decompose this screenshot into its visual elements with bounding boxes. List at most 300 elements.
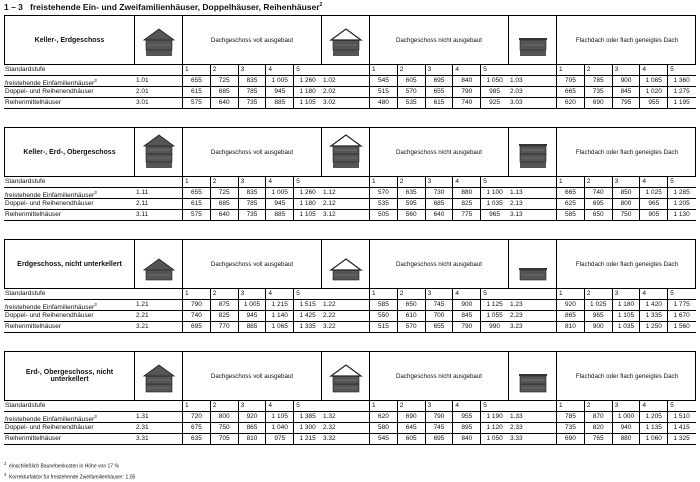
cost-value: 1 050 bbox=[480, 76, 508, 86]
cost-value: 570 bbox=[369, 188, 397, 198]
cost-value: 575 bbox=[182, 98, 210, 108]
standardstufe-number: 3 bbox=[238, 289, 266, 299]
cost-value: 825 bbox=[452, 199, 480, 209]
cost-value: 790 bbox=[425, 412, 453, 422]
cost-value: 1 105 bbox=[293, 210, 321, 220]
pitched-roof-full-icon bbox=[135, 240, 183, 288]
cost-value: 740 bbox=[584, 188, 612, 198]
cost-value: 515 bbox=[369, 322, 397, 332]
standardstufe-number: 5 bbox=[293, 65, 321, 75]
cost-value: 655 bbox=[182, 188, 210, 198]
cost-value: 1 560 bbox=[667, 322, 695, 332]
cost-value: 1 215 bbox=[293, 434, 321, 444]
section-1 bbox=[4, 15, 696, 110]
cost-value: 610 bbox=[397, 311, 425, 321]
cost-value: 945 bbox=[265, 199, 293, 209]
cost-value: 640 bbox=[425, 210, 453, 220]
cost-value: 635 bbox=[182, 434, 210, 444]
standardstufe-label: Standardstufe bbox=[5, 178, 46, 185]
standardstufe-number: 4 bbox=[452, 289, 480, 299]
cost-value: 800 bbox=[612, 199, 640, 209]
pitched-roof-full-icon bbox=[135, 16, 183, 64]
cost-value: 1 205 bbox=[667, 199, 695, 209]
pitched-roof-full-icon bbox=[135, 352, 183, 400]
pitched-roof-empty-icon bbox=[322, 16, 370, 64]
row-code: 2.02 bbox=[323, 88, 336, 95]
cost-value: 865 bbox=[556, 311, 584, 321]
row-code: 3.33 bbox=[510, 435, 523, 442]
standardstufe-number: 3 bbox=[425, 401, 453, 411]
standardstufe-number: 1 bbox=[556, 177, 584, 187]
standardstufe-number: 4 bbox=[452, 401, 480, 411]
cost-value: 850 bbox=[612, 188, 640, 198]
cost-value: 875 bbox=[210, 300, 238, 310]
cost-value: 655 bbox=[182, 76, 210, 86]
standardstufe-row bbox=[4, 289, 696, 300]
house-type-label: freistehende Einfamilienhäuser$^3$ bbox=[5, 78, 97, 88]
cost-value: 1 105 bbox=[265, 412, 293, 422]
cost-value: 840 bbox=[452, 434, 480, 444]
standardstufe-number: 4 bbox=[265, 177, 293, 187]
cost-value: 1 205 bbox=[639, 412, 667, 422]
standardstufe-number: 5 bbox=[293, 177, 321, 187]
cost-value: 765 bbox=[584, 434, 612, 444]
table-row bbox=[4, 210, 696, 221]
cost-value: 585 bbox=[556, 210, 584, 220]
cost-value: 645 bbox=[397, 423, 425, 433]
cost-value: 570 bbox=[397, 322, 425, 332]
section-3 bbox=[4, 239, 696, 334]
row-code: 1.03 bbox=[510, 77, 523, 84]
cost-value: 1 180 bbox=[293, 199, 321, 209]
cost-value: 570 bbox=[397, 87, 425, 97]
standardstufe-label: Standardstufe bbox=[5, 66, 46, 73]
cost-value: 885 bbox=[238, 322, 266, 332]
flat-roof-icon bbox=[509, 352, 557, 400]
standardstufe-number: 3 bbox=[425, 177, 453, 187]
standardstufe-number: 2 bbox=[584, 65, 612, 75]
house-type-label: Reihenmittelhäuser bbox=[5, 323, 62, 330]
cost-value: 690 bbox=[584, 98, 612, 108]
footnote-2: $^2$ einschließlich Baunebenkosten in Höhe von 17 % bbox=[4, 461, 119, 470]
cost-value: 720 bbox=[182, 412, 210, 422]
roof-type-label: Flachdach oder flach geneigtes Dach bbox=[575, 148, 679, 156]
cost-value: 1 775 bbox=[667, 300, 695, 310]
cost-value: 615 bbox=[182, 87, 210, 97]
cost-value: 1 215 bbox=[265, 300, 293, 310]
cost-value: 905 bbox=[639, 210, 667, 220]
cost-value: 885 bbox=[265, 98, 293, 108]
cost-value: 585 bbox=[369, 300, 397, 310]
row-code: 2.22 bbox=[323, 312, 336, 319]
cost-value: 560 bbox=[397, 210, 425, 220]
cost-value: 545 bbox=[369, 76, 397, 86]
roof-type-label: Dachgeschoss nicht ausgebaut bbox=[370, 240, 509, 288]
row-code: 2.21 bbox=[136, 312, 149, 319]
row-code: 1.21 bbox=[136, 301, 149, 308]
cost-value: 1 180 bbox=[293, 87, 321, 97]
row-code: 2.31 bbox=[136, 424, 149, 431]
table-row bbox=[4, 322, 696, 333]
row-code: 2.01 bbox=[136, 88, 149, 95]
table-row bbox=[4, 311, 696, 322]
roof-type-label: Dachgeschoss nicht ausgebaut bbox=[370, 16, 509, 64]
cost-value: 1 335 bbox=[293, 322, 321, 332]
section-name: Keller-, Erdgeschoss bbox=[5, 16, 135, 64]
footnote-mark: 3 bbox=[94, 190, 97, 195]
row-code: 3.23 bbox=[510, 323, 523, 330]
cost-value: 1 360 bbox=[667, 76, 695, 86]
cost-value: 545 bbox=[369, 434, 397, 444]
cost-value: 775 bbox=[452, 210, 480, 220]
table-row bbox=[4, 412, 696, 423]
standardstufe-number: 2 bbox=[397, 289, 425, 299]
cost-value: 880 bbox=[612, 434, 640, 444]
row-code: 3.03 bbox=[510, 99, 523, 106]
cost-value: 800 bbox=[210, 412, 238, 422]
cost-value: 965 bbox=[584, 311, 612, 321]
cost-value: 735 bbox=[584, 87, 612, 97]
cost-value: 580 bbox=[369, 423, 397, 433]
standardstufe-number: 3 bbox=[612, 65, 640, 75]
cost-value: 650 bbox=[397, 300, 425, 310]
title-footnote-mark: 2 bbox=[319, 2, 323, 9]
cost-value: 790 bbox=[452, 87, 480, 97]
table-row bbox=[4, 300, 696, 311]
cost-value: 785 bbox=[238, 199, 266, 209]
standardstufe-number: 5 bbox=[480, 289, 508, 299]
cost-value: 955 bbox=[639, 98, 667, 108]
table-row bbox=[4, 98, 696, 109]
cost-value: 1 130 bbox=[667, 210, 695, 220]
roof-type-label: Dachgeschoss nicht ausgebaut bbox=[370, 352, 509, 400]
cost-value: 900 bbox=[612, 76, 640, 86]
standardstufe-number: 4 bbox=[639, 65, 667, 75]
cost-value: 945 bbox=[265, 87, 293, 97]
cost-value: 1 135 bbox=[639, 423, 667, 433]
row-code: 2.12 bbox=[323, 200, 336, 207]
roof-type-label: Dachgeschoss voll ausgebaut bbox=[183, 240, 322, 288]
cost-value: 920 bbox=[556, 300, 584, 310]
standardstufe-number: 5 bbox=[480, 65, 508, 75]
roof-type-label: Dachgeschoss voll ausgebaut bbox=[183, 16, 322, 64]
pitched-roof-full-icon bbox=[135, 128, 183, 176]
house-type-label: Doppel- und Reihenendhäuser bbox=[5, 200, 94, 207]
row-code: 1.31 bbox=[136, 413, 149, 420]
standardstufe-number: 3 bbox=[425, 65, 453, 75]
standardstufe-number: 4 bbox=[265, 401, 293, 411]
cost-value: 480 bbox=[369, 98, 397, 108]
cost-value: 685 bbox=[425, 199, 453, 209]
cost-value: 945 bbox=[238, 311, 266, 321]
row-code: 3.11 bbox=[136, 211, 149, 218]
cost-value: 790 bbox=[452, 322, 480, 332]
standardstufe-number: 1 bbox=[556, 289, 584, 299]
footnote-3: $^3$ Korrekturfaktor für freistehende Zweifamilienhäuser: 1,05 bbox=[4, 471, 136, 481]
table-row bbox=[4, 434, 696, 445]
cost-value: 705 bbox=[556, 76, 584, 86]
cost-value: 535 bbox=[397, 98, 425, 108]
pitched-roof-empty-icon bbox=[322, 128, 370, 176]
cost-value: 620 bbox=[369, 412, 397, 422]
standardstufe-number: 2 bbox=[584, 289, 612, 299]
standardstufe-number: 4 bbox=[639, 177, 667, 187]
section-header bbox=[4, 15, 696, 65]
cost-value: 785 bbox=[556, 412, 584, 422]
section-4 bbox=[4, 351, 696, 446]
cost-value: 615 bbox=[182, 199, 210, 209]
standardstufe-row bbox=[4, 65, 696, 76]
standardstufe-label: Standardstufe bbox=[5, 290, 46, 297]
row-code: 3.22 bbox=[323, 323, 336, 330]
standardstufe-number: 2 bbox=[584, 177, 612, 187]
roof-type-label: Dachgeschoss nicht ausgebaut bbox=[370, 128, 509, 176]
cost-value: 1 085 bbox=[639, 76, 667, 86]
standardstufe-row bbox=[4, 177, 696, 188]
table-row bbox=[4, 76, 696, 87]
standardstufe-number: 1 bbox=[182, 65, 210, 75]
cost-value: 515 bbox=[369, 87, 397, 97]
row-code: 1.13 bbox=[510, 189, 523, 196]
cost-value: 920 bbox=[238, 412, 266, 422]
cost-value: 700 bbox=[425, 311, 453, 321]
cost-value: 840 bbox=[452, 76, 480, 86]
cost-value: 1 000 bbox=[612, 412, 640, 422]
cost-value: 985 bbox=[480, 87, 508, 97]
row-code: 1.11 bbox=[136, 189, 149, 196]
cost-value: 655 bbox=[425, 322, 453, 332]
cost-value: 750 bbox=[210, 423, 238, 433]
row-code: 1.22 bbox=[323, 301, 336, 308]
house-type-label: Doppel- und Reihenendhäuser bbox=[5, 88, 94, 95]
house-type-label: Reihenmittelhäuser bbox=[5, 211, 62, 218]
standardstufe-number: 2 bbox=[210, 65, 238, 75]
cost-value: 1 325 bbox=[667, 434, 695, 444]
standardstufe-number: 3 bbox=[612, 289, 640, 299]
standardstufe-number: 2 bbox=[397, 65, 425, 75]
cost-value: 1 125 bbox=[480, 300, 508, 310]
cost-value: 900 bbox=[584, 322, 612, 332]
cost-value: 730 bbox=[425, 188, 453, 198]
cost-value: 1 670 bbox=[667, 311, 695, 321]
cost-value: 1 275 bbox=[667, 87, 695, 97]
cost-value: 790 bbox=[182, 300, 210, 310]
standardstufe-number: 1 bbox=[369, 65, 397, 75]
standardstufe-row bbox=[4, 401, 696, 412]
cost-value: 655 bbox=[425, 87, 453, 97]
cost-value: 550 bbox=[369, 311, 397, 321]
row-code: 3.31 bbox=[136, 435, 149, 442]
standardstufe-number: 2 bbox=[397, 177, 425, 187]
standardstufe-number: 5 bbox=[667, 289, 695, 299]
cost-value: 810 bbox=[556, 322, 584, 332]
cost-value: 640 bbox=[210, 210, 238, 220]
cost-value: 1 005 bbox=[265, 76, 293, 86]
cost-value: 1 100 bbox=[480, 188, 508, 198]
standardstufe-number: 1 bbox=[369, 401, 397, 411]
row-code: 3.13 bbox=[510, 211, 523, 218]
cost-value: 685 bbox=[210, 87, 238, 97]
cost-value: 845 bbox=[452, 311, 480, 321]
row-code: 2.32 bbox=[323, 424, 336, 431]
cost-value: 965 bbox=[639, 199, 667, 209]
cost-value: 785 bbox=[584, 76, 612, 86]
cost-value: 880 bbox=[452, 188, 480, 198]
standardstufe-number: 1 bbox=[182, 401, 210, 411]
cost-value: 1 250 bbox=[639, 322, 667, 332]
standardstufe-number: 2 bbox=[210, 289, 238, 299]
cost-value: 595 bbox=[397, 199, 425, 209]
cost-value: 665 bbox=[556, 188, 584, 198]
row-code: 1.23 bbox=[510, 301, 523, 308]
cost-value: 795 bbox=[612, 98, 640, 108]
row-code: 3.02 bbox=[323, 99, 336, 106]
standardstufe-number: 3 bbox=[425, 289, 453, 299]
row-code: 2.23 bbox=[510, 312, 523, 319]
standardstufe-label: Standardstufe bbox=[5, 402, 46, 409]
standardstufe-number: 2 bbox=[210, 401, 238, 411]
row-code: 2.11 bbox=[136, 200, 149, 207]
house-type-label: freistehende Einfamilienhäuser$^3$ bbox=[5, 414, 97, 424]
cost-value: 620 bbox=[556, 98, 584, 108]
house-type-label: freistehende Einfamilienhäuser$^3$ bbox=[5, 190, 97, 200]
cost-value: 1 035 bbox=[480, 199, 508, 209]
cost-value: 695 bbox=[425, 76, 453, 86]
cost-value: 675 bbox=[182, 423, 210, 433]
cost-value: 695 bbox=[584, 199, 612, 209]
cost-value: 735 bbox=[556, 423, 584, 433]
cost-value: 740 bbox=[452, 98, 480, 108]
cost-value: 735 bbox=[238, 98, 266, 108]
cost-value: 1 020 bbox=[639, 87, 667, 97]
cost-value: 695 bbox=[182, 322, 210, 332]
cost-value: 725 bbox=[210, 76, 238, 86]
table-row bbox=[4, 188, 696, 199]
standardstufe-number: 3 bbox=[238, 401, 266, 411]
cost-value: 865 bbox=[238, 423, 266, 433]
row-code: 1.01 bbox=[136, 77, 149, 84]
standardstufe-number: 1 bbox=[556, 65, 584, 75]
cost-value: 975 bbox=[265, 434, 293, 444]
house-type-label: Reihenmittelhäuser bbox=[5, 99, 62, 106]
cost-value: 1 105 bbox=[293, 98, 321, 108]
standardstufe-number: 4 bbox=[452, 65, 480, 75]
cost-value: 990 bbox=[480, 322, 508, 332]
cost-value: 940 bbox=[612, 423, 640, 433]
cost-value: 1 385 bbox=[293, 412, 321, 422]
cost-value: 740 bbox=[182, 311, 210, 321]
house-type-label: Doppel- und Reihenendhäuser bbox=[5, 312, 94, 319]
standardstufe-number: 1 bbox=[182, 177, 210, 187]
cost-value: 705 bbox=[210, 434, 238, 444]
section-name: Erdgeschoss, nicht unterkellert bbox=[5, 240, 135, 288]
cost-value: 835 bbox=[238, 76, 266, 86]
title-prefix: 1 – 3 bbox=[4, 2, 23, 12]
standardstufe-number: 2 bbox=[397, 401, 425, 411]
row-code: 3.01 bbox=[136, 99, 149, 106]
section-name: Keller-, Erd-, Obergeschoss bbox=[5, 128, 135, 176]
cost-value: 845 bbox=[612, 87, 640, 97]
row-code: 1.02 bbox=[323, 77, 336, 84]
cost-value: 1 420 bbox=[639, 300, 667, 310]
cost-value: 1 140 bbox=[265, 311, 293, 321]
flat-roof-icon bbox=[509, 16, 557, 64]
section-2 bbox=[4, 127, 696, 222]
standardstufe-number: 5 bbox=[667, 65, 695, 75]
cost-value: 895 bbox=[452, 423, 480, 433]
title-text: freistehende Ein- und Zweifamilienhäuser, Doppelhäuser, Reihenhäuser bbox=[30, 2, 320, 12]
standardstufe-number: 4 bbox=[452, 177, 480, 187]
cost-value: 1 120 bbox=[480, 423, 508, 433]
cost-value: 1 180 bbox=[612, 300, 640, 310]
cost-value: 1 005 bbox=[265, 188, 293, 198]
standardstufe-number: 2 bbox=[584, 401, 612, 411]
row-code: 3.21 bbox=[136, 323, 149, 330]
flat-roof-icon bbox=[509, 128, 557, 176]
cost-value: 1 510 bbox=[667, 412, 695, 422]
cost-value: 1 035 bbox=[612, 322, 640, 332]
standardstufe-number: 3 bbox=[238, 65, 266, 75]
section-header bbox=[4, 351, 696, 401]
cost-value: 750 bbox=[612, 210, 640, 220]
cost-value: 1 040 bbox=[265, 423, 293, 433]
cost-value: 1 300 bbox=[293, 423, 321, 433]
standardstufe-number: 3 bbox=[612, 177, 640, 187]
standardstufe-number: 5 bbox=[667, 177, 695, 187]
row-code: 2.13 bbox=[510, 200, 523, 207]
row-code: 2.03 bbox=[510, 88, 523, 95]
roof-type-label: Flachdach oder flach geneigtes Dach bbox=[575, 36, 679, 44]
cost-value: 1 515 bbox=[293, 300, 321, 310]
cost-value: 535 bbox=[369, 199, 397, 209]
cost-value: 1 050 bbox=[480, 434, 508, 444]
cost-value: 605 bbox=[397, 76, 425, 86]
section-header bbox=[4, 127, 696, 177]
roof-type-label: Dachgeschoss voll ausgebaut bbox=[183, 352, 322, 400]
footnote-mark: 3 bbox=[94, 78, 97, 83]
standardstufe-number: 2 bbox=[210, 177, 238, 187]
cost-value: 1 415 bbox=[667, 423, 695, 433]
row-code: 3.12 bbox=[323, 211, 336, 218]
standardstufe-number: 3 bbox=[238, 177, 266, 187]
cost-value: 1 025 bbox=[584, 300, 612, 310]
cost-value: 625 bbox=[556, 199, 584, 209]
cost-value: 1 195 bbox=[667, 98, 695, 108]
cost-value: 605 bbox=[397, 434, 425, 444]
standardstufe-number: 5 bbox=[480, 401, 508, 411]
cost-value: 1 260 bbox=[293, 76, 321, 86]
page-title bbox=[4, 2, 322, 12]
cost-value: 735 bbox=[238, 210, 266, 220]
cost-value: 1 425 bbox=[293, 311, 321, 321]
cost-value: 1 060 bbox=[639, 434, 667, 444]
cost-value: 785 bbox=[238, 87, 266, 97]
row-code: 1.33 bbox=[510, 413, 523, 420]
footnote-mark: 3 bbox=[94, 302, 97, 307]
standardstufe-number: 1 bbox=[182, 289, 210, 299]
cost-value: 820 bbox=[584, 423, 612, 433]
cost-value: 685 bbox=[210, 199, 238, 209]
cost-value: 1 065 bbox=[265, 322, 293, 332]
standardstufe-number: 5 bbox=[480, 177, 508, 187]
house-type-label: freistehende Einfamilienhäuser$^3$ bbox=[5, 302, 97, 312]
standardstufe-number: 5 bbox=[667, 401, 695, 411]
table-row bbox=[4, 87, 696, 98]
cost-value: 505 bbox=[369, 210, 397, 220]
row-code: 3.32 bbox=[323, 435, 336, 442]
cost-value: 965 bbox=[480, 210, 508, 220]
cost-value: 745 bbox=[425, 423, 453, 433]
